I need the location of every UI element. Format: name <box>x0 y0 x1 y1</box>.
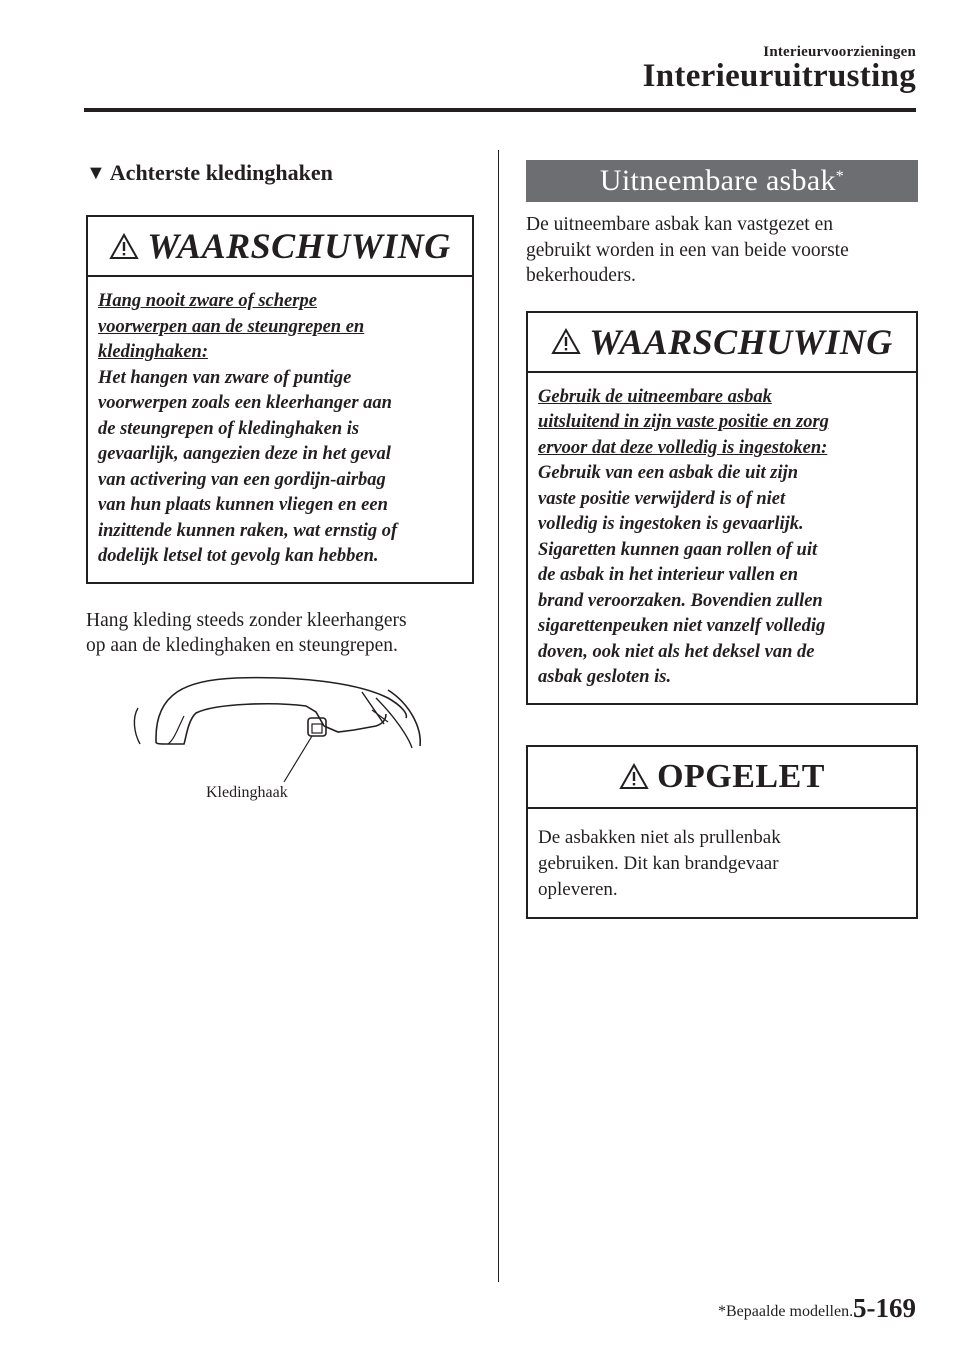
warning-body-line: brand veroorzaken. Bovendien zullen <box>538 590 823 611</box>
warning-lead-line: voorwerpen aan de steungrepen en <box>98 316 365 337</box>
header-rule <box>84 108 916 112</box>
warning-lead-line: kledinghaken: <box>98 342 208 362</box>
warning-body-line: dodelijk letsel tot gevolg kan hebben. <box>98 546 379 566</box>
section-banner <box>526 160 918 202</box>
column-divider <box>498 150 499 1282</box>
paragraph-line: bekerhouders. <box>526 265 636 286</box>
warning-box-ashtray <box>526 311 918 705</box>
right-column <box>526 160 918 919</box>
caution-body-line: gebruiken. Dit kan brandgevaar <box>538 852 779 874</box>
paragraph-line: De uitneembare asbak kan vastgezet en <box>526 214 833 235</box>
warning-body-line: van activering van een gordijn-airbag <box>98 469 386 490</box>
paragraph-line: gebruikt worden in een van beide voorste <box>526 239 849 261</box>
paragraph-line: Hang kleding steeds zonder kleerhangers <box>86 609 407 631</box>
warning-body-line: Gebruik van een asbak die uit zijn <box>538 463 799 483</box>
warning-body-line: vaste positie verwijderd is of niet <box>538 488 786 509</box>
warning-triangle-icon <box>619 763 649 790</box>
left-column <box>86 155 474 659</box>
warning-body <box>528 373 916 703</box>
chapter-title: Interieurvoorzieningen <box>763 44 916 60</box>
warning-body-line: gevaarlijk, aangezien deze in het geval <box>98 444 391 464</box>
warning-body-line: de steungrepen of kledinghaken is <box>98 418 360 439</box>
illustration-label: Kledinghaak <box>206 784 288 801</box>
warning-body-line: van hun plaats kunnen vliegen en een <box>98 495 388 515</box>
section-title: Interieuruitrusting <box>642 58 916 94</box>
caution-body-line: De asbakken niet als prullenbak <box>538 826 781 848</box>
subheading <box>86 155 474 191</box>
triangle-down-icon: ▼ <box>86 162 106 184</box>
warning-body-line: inzittende kunnen raken, wat ernstig of <box>98 520 398 541</box>
banner-title: Uitneembare asbak <box>599 164 836 197</box>
warning-body-line: volledig is ingestoken is gevaarlijk. <box>538 514 804 534</box>
warning-lead-line: Gebruik de uitneembare asbak <box>538 386 772 407</box>
warning-lead-line: uitsluitend in zijn vaste positie en zorg <box>538 412 829 432</box>
warning-box-hooks <box>86 215 474 584</box>
footnote: *Bepaalde modellen. <box>718 1303 854 1320</box>
footnote-marker: * <box>835 168 845 185</box>
hook-instruction <box>86 608 474 659</box>
warning-triangle-icon <box>551 328 581 355</box>
warning-title: WAARSCHUWING <box>147 226 451 266</box>
caution-box <box>526 745 918 919</box>
warning-header <box>528 313 916 373</box>
caution-title: OPGELET <box>657 757 825 795</box>
warning-body-line: voorwerpen zoals een kleerhanger aan <box>98 393 392 413</box>
subheading-text: Achterste kledinghaken <box>109 160 333 185</box>
caution-body <box>528 809 916 917</box>
page-number: 5-169 <box>853 1293 916 1323</box>
warning-body <box>88 277 472 582</box>
warning-lead-line: Hang nooit zware of scherpe <box>98 291 317 311</box>
warning-body-line: asbak gesloten is. <box>538 667 672 687</box>
warning-triangle-icon <box>109 233 139 260</box>
warning-body-line: doven, ook niet als het deksel van de <box>538 641 815 662</box>
warning-body-line: de asbak in het interieur vallen en <box>538 565 799 585</box>
paragraph-line: op aan de kledinghaken en steungrepen. <box>86 635 398 656</box>
warning-header <box>88 217 472 277</box>
warning-lead-line: ervoor dat deze volledig is ingestoken: <box>538 437 828 458</box>
warning-title: WAARSCHUWING <box>589 321 893 362</box>
warning-body-line: Sigaretten kunnen gaan rollen of uit <box>538 539 818 560</box>
caution-header <box>528 747 916 809</box>
caution-body-line: opleveren. <box>538 878 618 900</box>
warning-body-line: Het hangen van zware of puntige <box>98 367 352 388</box>
ashtray-intro <box>526 212 918 289</box>
warning-body-line: sigarettenpeuken niet vanzelf volledig <box>538 616 826 636</box>
